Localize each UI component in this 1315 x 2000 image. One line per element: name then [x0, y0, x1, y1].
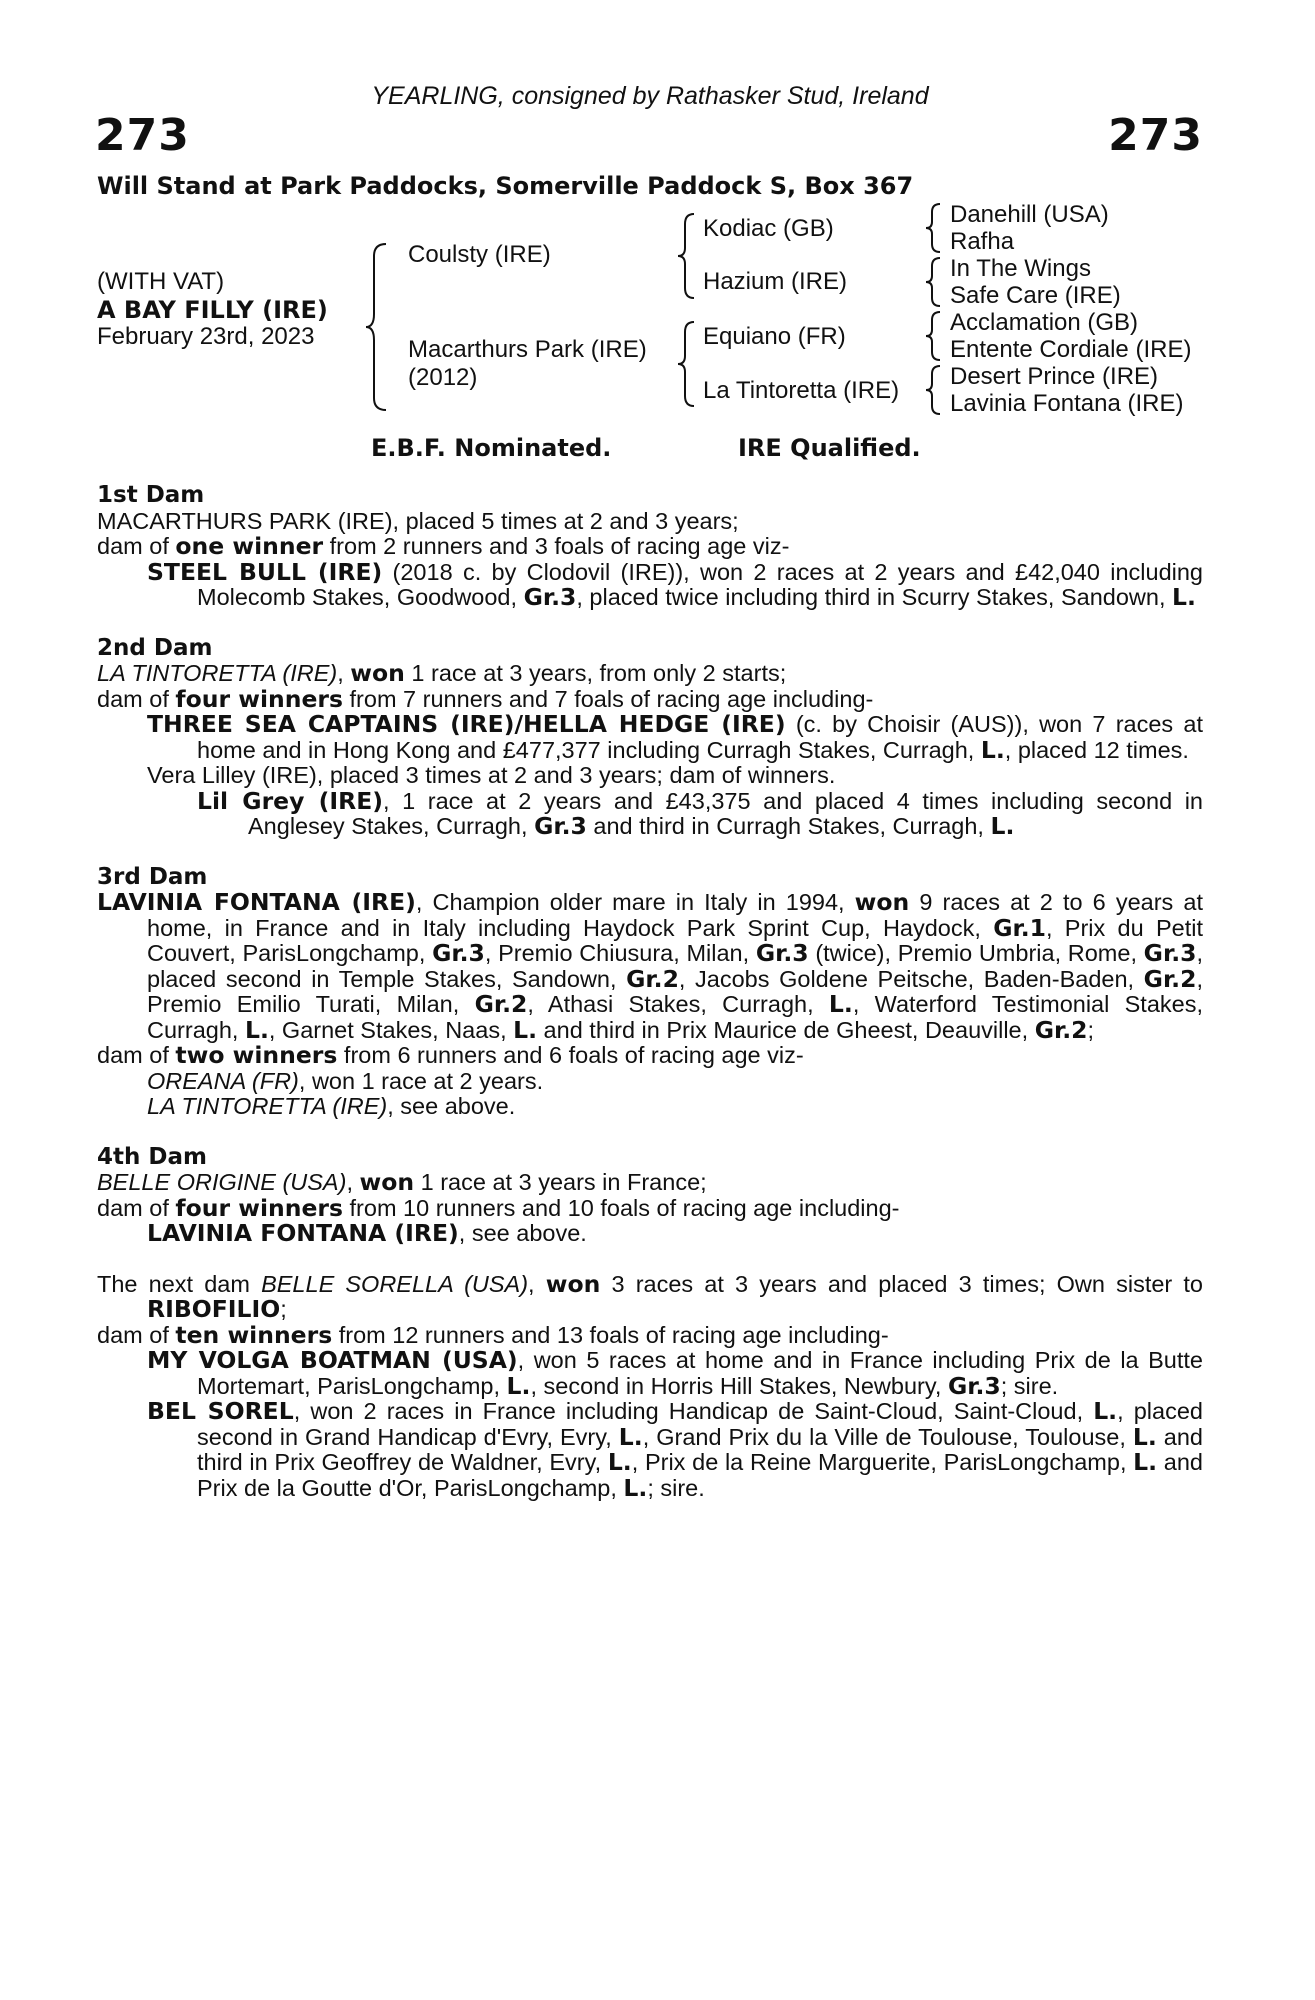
granddam-4: Lavinia Fontana (IRE) — [950, 390, 1184, 417]
ire-note: IRE Qualified. — [738, 434, 921, 462]
consignment-line: YEARLING, consigned by Rathasker Stud, Ireland — [371, 82, 929, 110]
brace-g34 — [924, 256, 944, 308]
granddam-1: Rafha — [950, 228, 1015, 255]
grandsire-1: Danehill (USA) — [950, 201, 1109, 228]
granddam-3: Entente Cordiale (IRE) — [950, 336, 1192, 363]
fourth-dam-entry-lavinia-fontana: LAVINIA FONTANA (IRE), see above. — [147, 1219, 587, 1247]
third-dam-entry-la-tintoretta: LA TINTORETTA (IRE), see above. — [147, 1093, 516, 1119]
sire: Coulsty (IRE) — [408, 241, 551, 268]
catalogue-body — [97, 483, 1203, 1501]
stand-location: Will Stand at Park Paddocks, Somerville Paddock S, Box 367 — [97, 172, 914, 200]
brace-g78 — [924, 364, 944, 416]
grandsire-2: In The Wings — [950, 255, 1091, 282]
ebf-note: E.B.F. Nominated. — [371, 434, 612, 462]
vat-label: (WITH VAT) — [97, 268, 225, 295]
next-dam-line: The next dam BELLE SORELLA (USA), won 3 races at 3 years and placed 3 times; Own sister to RIBOFILIO; — [97, 1269, 1204, 1323]
granddam-2: Safe Care (IRE) — [950, 282, 1121, 309]
fourth-dam-line: BELLE ORIGINE (USA), won 1 race at 3 years in France; — [97, 1168, 707, 1196]
sire-brace — [676, 212, 698, 300]
fourth-dam-heading: 4th Dam — [97, 1143, 207, 1170]
first-dam-produce-summary: dam of one winner from 2 runners and 3 foals of racing age viz- — [97, 532, 790, 560]
second-dam-entry-vera-lilley: Vera Lilley (IRE), placed 3 times at 2 and 3 years; dam of winners. — [147, 762, 836, 788]
brace-g12 — [924, 202, 944, 254]
dam-dam: La Tintoretta (IRE) — [703, 377, 900, 404]
dam-sire: Equiano (FR) — [703, 323, 846, 350]
second-dam-entry-lil-grey: Lil Grey (IRE), 1 race at 2 years and £43,375 and placed 4 times including second in Anglesey Stakes, Curragh, Gr.3 and third in Curragh Stakes, Curragh, L. — [197, 786, 1203, 840]
sire-sire: Kodiac (GB) — [703, 215, 834, 242]
fourth-dam-produce-summary: dam of four winners from 10 runners and 10 foals of racing age including- — [97, 1193, 900, 1222]
next-dam-produce-summary: dam of ten winners from 12 runners and 13 foals of racing age including- — [97, 1320, 889, 1349]
lot-number-left: 273 — [95, 110, 190, 161]
third-dam-record: LAVINIA FONTANA (IRE), Champion older mare in Italy in 1994, won 9 races at 2 to 6 years at home, in France and in Italy including Haydock Park Sprint Cup, Haydock, Gr.1, Prix du Petit Couvert, ParisLongchamp, Gr.3, Premio Chiusura, Milan, Gr.3 (twice), Premio Umbria, Rome, Gr.3, placed second in Temple Stakes, Sandown, Gr.2, Jacobs Goldene Peitsche, Baden-Baden, Gr.2, Premio Emilio Turati, Milan, Gr.2, Athasi Stakes, Curragh, L., Waterford Testimonial Stakes, Curragh, L., Garnet Stakes, Naas, L. and third in Prix Maurice de Gheest, Deauville, Gr.2; — [97, 888, 1204, 1044]
grandsire-3: Acclamation (GB) — [950, 309, 1139, 336]
second-dam-heading: 2nd Dam — [97, 634, 213, 661]
next-dam-entry-my-volga-boatman: MY VOLGA BOATMAN (USA), won 5 races at home and in France including Prix de la Butte Mortemart, ParisLongchamp, L., second in Horris Hill Stakes, Newbury, Gr.3; sire. — [147, 1346, 1203, 1400]
grandsire-4: Desert Prince (IRE) — [950, 363, 1159, 390]
second-dam-line: LA TINTORETTA (IRE), won 1 race at 3 years, from only 2 starts; — [97, 659, 787, 687]
first-dam-heading: 1st Dam — [97, 482, 205, 508]
third-dam-produce-summary: dam of two winners from 6 runners and 6 foals of racing age viz- — [97, 1041, 804, 1069]
foaling-date: February 23rd, 2023 — [97, 323, 315, 350]
next-dam-entry-bel-sorel: BEL SOREL, won 2 races in France including Handicap de Saint-Cloud, Saint-Cloud, L., placed second in Grand Handicap d'Evry, Evry, L., Grand Prix du la Ville de Toulouse, Toulouse, L. and third in Prix Geoffrey de Waldner, Evry, L., Prix de la Reine Marguerite, ParisLongchamp, L. and Prix de la Goutte d'Or, ParisLongchamp, L.; sire. — [147, 1397, 1203, 1502]
sire-dam: Hazium (IRE) — [703, 268, 848, 295]
third-dam-heading: 3rd Dam — [97, 863, 208, 890]
first-dam-entry-steel-bull: STEEL BULL (IRE) (2018 c. by Clodovil (IRE)), won 2 races at 2 years and £42,040 including Molecomb Stakes, Goodwood, Gr.3, placed twice including third in Scurry Stakes, Sandown, L. — [147, 557, 1204, 611]
dam-year: (2012) — [408, 364, 478, 391]
dam: Macarthurs Park (IRE) — [408, 336, 647, 363]
second-dam-produce-summary: dam of four winners from 7 runners and 7 foals of racing age including- — [97, 684, 874, 713]
brace-g56 — [924, 310, 944, 362]
lot-number-right: 273 — [1108, 110, 1203, 161]
third-dam-entry-oreana: OREANA (FR), won 1 race at 2 years. — [147, 1067, 544, 1094]
first-dam-line: MACARTHURS PARK (IRE), placed 5 times at 2 and 3 years; — [97, 507, 739, 534]
dam-brace — [676, 320, 698, 408]
second-dam-entry-three-sea-captains: THREE SEA CAPTAINS (IRE)/HELLA HEDGE (IRE) (c. by Choisir (AUS)), won 7 races at home and in Hong Kong and £477,377 including Curragh Stakes, Curragh, L., placed 12 times. — [147, 710, 1203, 764]
pedigree-brace-main — [364, 242, 394, 412]
horse-name: A BAY FILLY (IRE) — [97, 296, 328, 324]
